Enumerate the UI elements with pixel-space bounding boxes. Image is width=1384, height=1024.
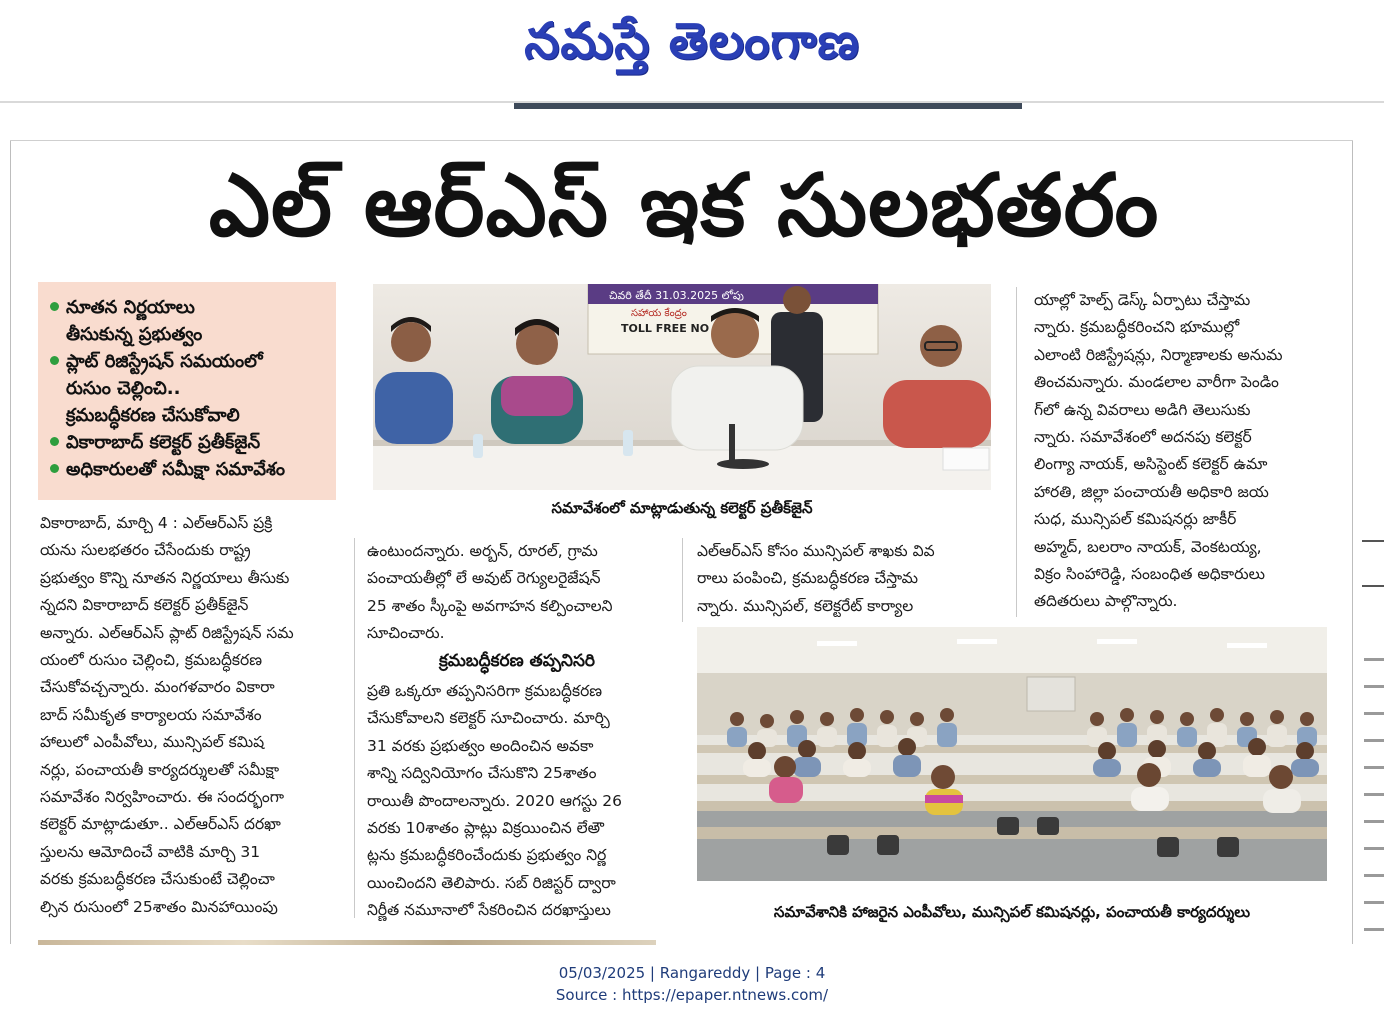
article-line: ల్సిన రుసుంలో 25శాతం మినహాయింపు	[40, 897, 278, 916]
article-line: వరకు క్రమబద్ధీకరణ చేసుకుంటే చెల్లించా	[40, 870, 275, 889]
article-line: చేసుకోవాలని కలెక్టర్ సూచించారు. మార్చి	[367, 709, 610, 728]
article-line: యను సులభతరం చేసేందుకు రాష్ట్ర	[40, 541, 251, 560]
page-frame-right	[1352, 141, 1353, 944]
photo2-caption: సమావేశానికి హాజరైన ఎంపీవోలు, మున్సిపల్ కమిషనర్లు, పంచాయతీ కార్యదర్శులు	[773, 903, 1251, 921]
article-line: ప్రతి ఒక్కరూ తప్పనిసరిగా క్రమబద్ధీకరణ	[367, 682, 603, 700]
article-line: బాద్ సమీకృత కార్యాలయ సమావేశం	[40, 705, 262, 724]
article-line: తదితరులు పాల్గొన్నారు.	[1034, 592, 1178, 611]
highlight-line: రుసుం చెల్లించి..	[66, 378, 181, 399]
column-rule	[682, 538, 683, 622]
article-line: 31 వరకు ప్రభుత్వం అందించిన అవకా	[367, 736, 594, 755]
article-line: రాలు పంపించి, క్రమబద్ధీకరణ చేస్తామ	[697, 569, 919, 588]
page-frame-left	[10, 141, 11, 944]
highlight-item	[50, 456, 326, 483]
article-line: ట్లను క్రమబద్ధీకరించేందుకు ప్రభుత్వం నిర్ణ	[367, 846, 607, 865]
green-bullet-icon	[50, 464, 59, 473]
article-headline: ఎల్ ఆర్ఎస్ ఇక సులభతరం	[208, 156, 1160, 256]
collector-meeting-photo	[373, 284, 991, 490]
article-line: రాయితీ పొందాలన్నారు. 2020 ఆగస్టు 26	[367, 791, 622, 810]
article-line: ఎలాంటి రిజిస్ట్రేషన్లు, నిర్మాణాలకు అనుమ	[1034, 345, 1283, 364]
article-line: యాల్లో హెల్ప్ డెస్క్ ఏర్పాటు చేస్తామ	[1034, 291, 1251, 309]
article-line: వరకు 10శాతం ప్లాట్లు విక్రయించిన లేఅౌ	[367, 819, 601, 838]
article-line: హాలులో ఎంపీవోలు, మున్సిపల్ కమిష	[40, 733, 265, 752]
article-line: న్నారు. మున్సిపల్, కలెక్టరేట్ కార్యాల	[697, 596, 914, 615]
audience-photo-illustration	[697, 627, 1327, 881]
article-line: హారతి, జిల్లా పంచాయతీ అధికారి జయ	[1034, 482, 1269, 501]
next-article-image-edge	[38, 940, 656, 945]
article-line: అన్నారు. ఎల్ఆర్ఎస్ ప్లాట్ రిజిస్ట్రేషన్ సమ	[40, 623, 294, 642]
highlight-item	[50, 294, 326, 348]
highlight-line: అధికారులతో సమీక్షా సమావేశం	[66, 459, 286, 480]
masthead-bar	[514, 103, 1022, 109]
highlight-line: ప్లాట్ రిజిస్ట్రేషన్ సమయంలో	[66, 351, 263, 372]
column-rule	[354, 538, 355, 918]
article-line: పంచాయతీల్లో లే అవుట్ రెగ్యులరైజేషన్	[367, 569, 601, 588]
highlight-line: క్రమబద్ధీకరణ చేసుకోవాలి	[66, 405, 240, 426]
article-column-2-continued	[367, 678, 667, 925]
green-bullet-icon	[50, 437, 59, 446]
photo1-caption: సమావేశంలో మాట్లాడుతున్న కలెక్టర్ ప్రతీక్‌జైన్	[551, 499, 813, 517]
article-subheading: క్రమబద్ధీకరణ తప్పనిసరి	[439, 651, 595, 671]
footer-source-link[interactable]: Source : https://epaper.ntnews.com/	[555, 986, 829, 1004]
article-line: ఎల్ఆర్ఎస్ కోసం మున్సిపల్ శాఖకు వివ	[697, 542, 935, 560]
article-line: యంలో రుసుం చెల్లించి, క్రమబద్ధీకరణ	[40, 651, 262, 670]
audience-photo	[697, 627, 1327, 881]
article-line: గ్‌లో ఉన్న వివరాలు అడిగి తెలుసుకు	[1034, 400, 1251, 419]
masthead-logo: నమస్తే తెలంగాణ	[524, 12, 860, 70]
article-column-4	[1034, 287, 1334, 616]
banner-help-text: సహాయ కేంద్రం	[631, 308, 687, 319]
neighbor-article-rule	[1362, 585, 1384, 587]
banner-tollfree-text: TOLL FREE NO	[621, 322, 710, 335]
article-line: ప్రభుత్వం కొన్ని నూతన నిర్ణయాలు తీసుకు	[40, 568, 290, 587]
article-line: 25 శాతం స్కీంపై అవగాహన కల్పించాలని	[367, 596, 613, 615]
article-line: శాన్ని సద్వినియోగం చేసుకొని 25శాతం	[367, 764, 597, 783]
article-line: కలెక్టర్ మాట్లాడుతూ.. ఎల్ఆర్ఎస్ దరఖా	[40, 815, 281, 834]
article-line: స్తులను ఆమోదించే వాటికి మార్చి 31	[40, 842, 261, 861]
article-line: విక్రం సింహారెడ్డి, సంబంధిత అధికారులు	[1034, 565, 1266, 584]
highlight-item	[50, 429, 326, 456]
green-bullet-icon	[50, 302, 59, 311]
article-line: లింగ్యా నాయక్, అసిస్టెంట్ కలెక్టర్ ఉమా	[1034, 455, 1268, 474]
column-rule	[1016, 287, 1017, 617]
article-column-1	[40, 510, 340, 921]
article-line: అహ్మద్, బలరాం నాయక్, వెంకటయ్య,	[1034, 537, 1262, 556]
green-bullet-icon	[50, 356, 59, 365]
article-column-2	[367, 538, 667, 648]
highlight-line: నూతన నిర్ణయాలు	[66, 297, 195, 318]
article-line: చేసుకోవచ్చన్నారు. మంగళవారం వికారా	[40, 678, 275, 697]
banner-deadline-text: చివరి తేదీ 31.03.2025 లోపు	[609, 289, 744, 302]
article-line: యించిందని తెలిపారు. సబ్ రిజిస్టర్ ద్వారా	[367, 873, 616, 892]
article-line: తించమన్నారు. మండలాల వారీగా పెండిం	[1034, 373, 1279, 392]
neighbor-article-text-sliver	[1364, 640, 1384, 940]
article-line: న్నారు. సమావేశంలో అదనపు కలెక్టర్	[1034, 428, 1252, 447]
highlight-line: తీసుకున్న ప్రభుత్వం	[66, 324, 203, 345]
highlight-line: వికారాబాద్ కలెక్టర్ ప్రతీక్‌జైన్	[66, 432, 261, 453]
highlight-item	[50, 348, 326, 429]
footer-edition-info: 05/03/2025 | Rangareddy | Page : 4	[558, 964, 826, 982]
article-line: నర్లు, పంచాయతీ కార్యదర్శులతో సమీక్షా	[40, 760, 280, 779]
article-line: సమావేశం నిర్వహించారు. ఈ సందర్భంగా	[40, 788, 284, 807]
article-column-3	[697, 538, 989, 620]
article-line: వికారాబాద్, మార్చి 4 : ఎల్ఆర్ఎస్ ప్రక్రి	[40, 514, 273, 532]
article-line: ఉంటుందన్నారు. అర్బన్, రూరల్, గ్రామ	[367, 542, 598, 560]
article-line: సుధ, మున్సిపల్ కమిషనర్లు జాకీర్	[1034, 510, 1237, 529]
article-line: సూచించారు.	[367, 624, 445, 643]
collector-meeting-photo-illustration	[373, 284, 991, 490]
article-line: న్నదని వికారాబాద్ కలెక్టర్ ప్రతీక్‌జైన్	[40, 596, 249, 615]
page-frame-top	[10, 140, 1353, 141]
neighbor-article-rule	[1362, 540, 1384, 542]
article-line: నిర్ణీత నమూనాలో సేకరించిన దరఖాస్తులు	[367, 901, 611, 920]
highlights-box	[38, 282, 336, 500]
article-line: న్నారు. క్రమబద్ధీకరించని భూముల్లో	[1034, 318, 1240, 337]
